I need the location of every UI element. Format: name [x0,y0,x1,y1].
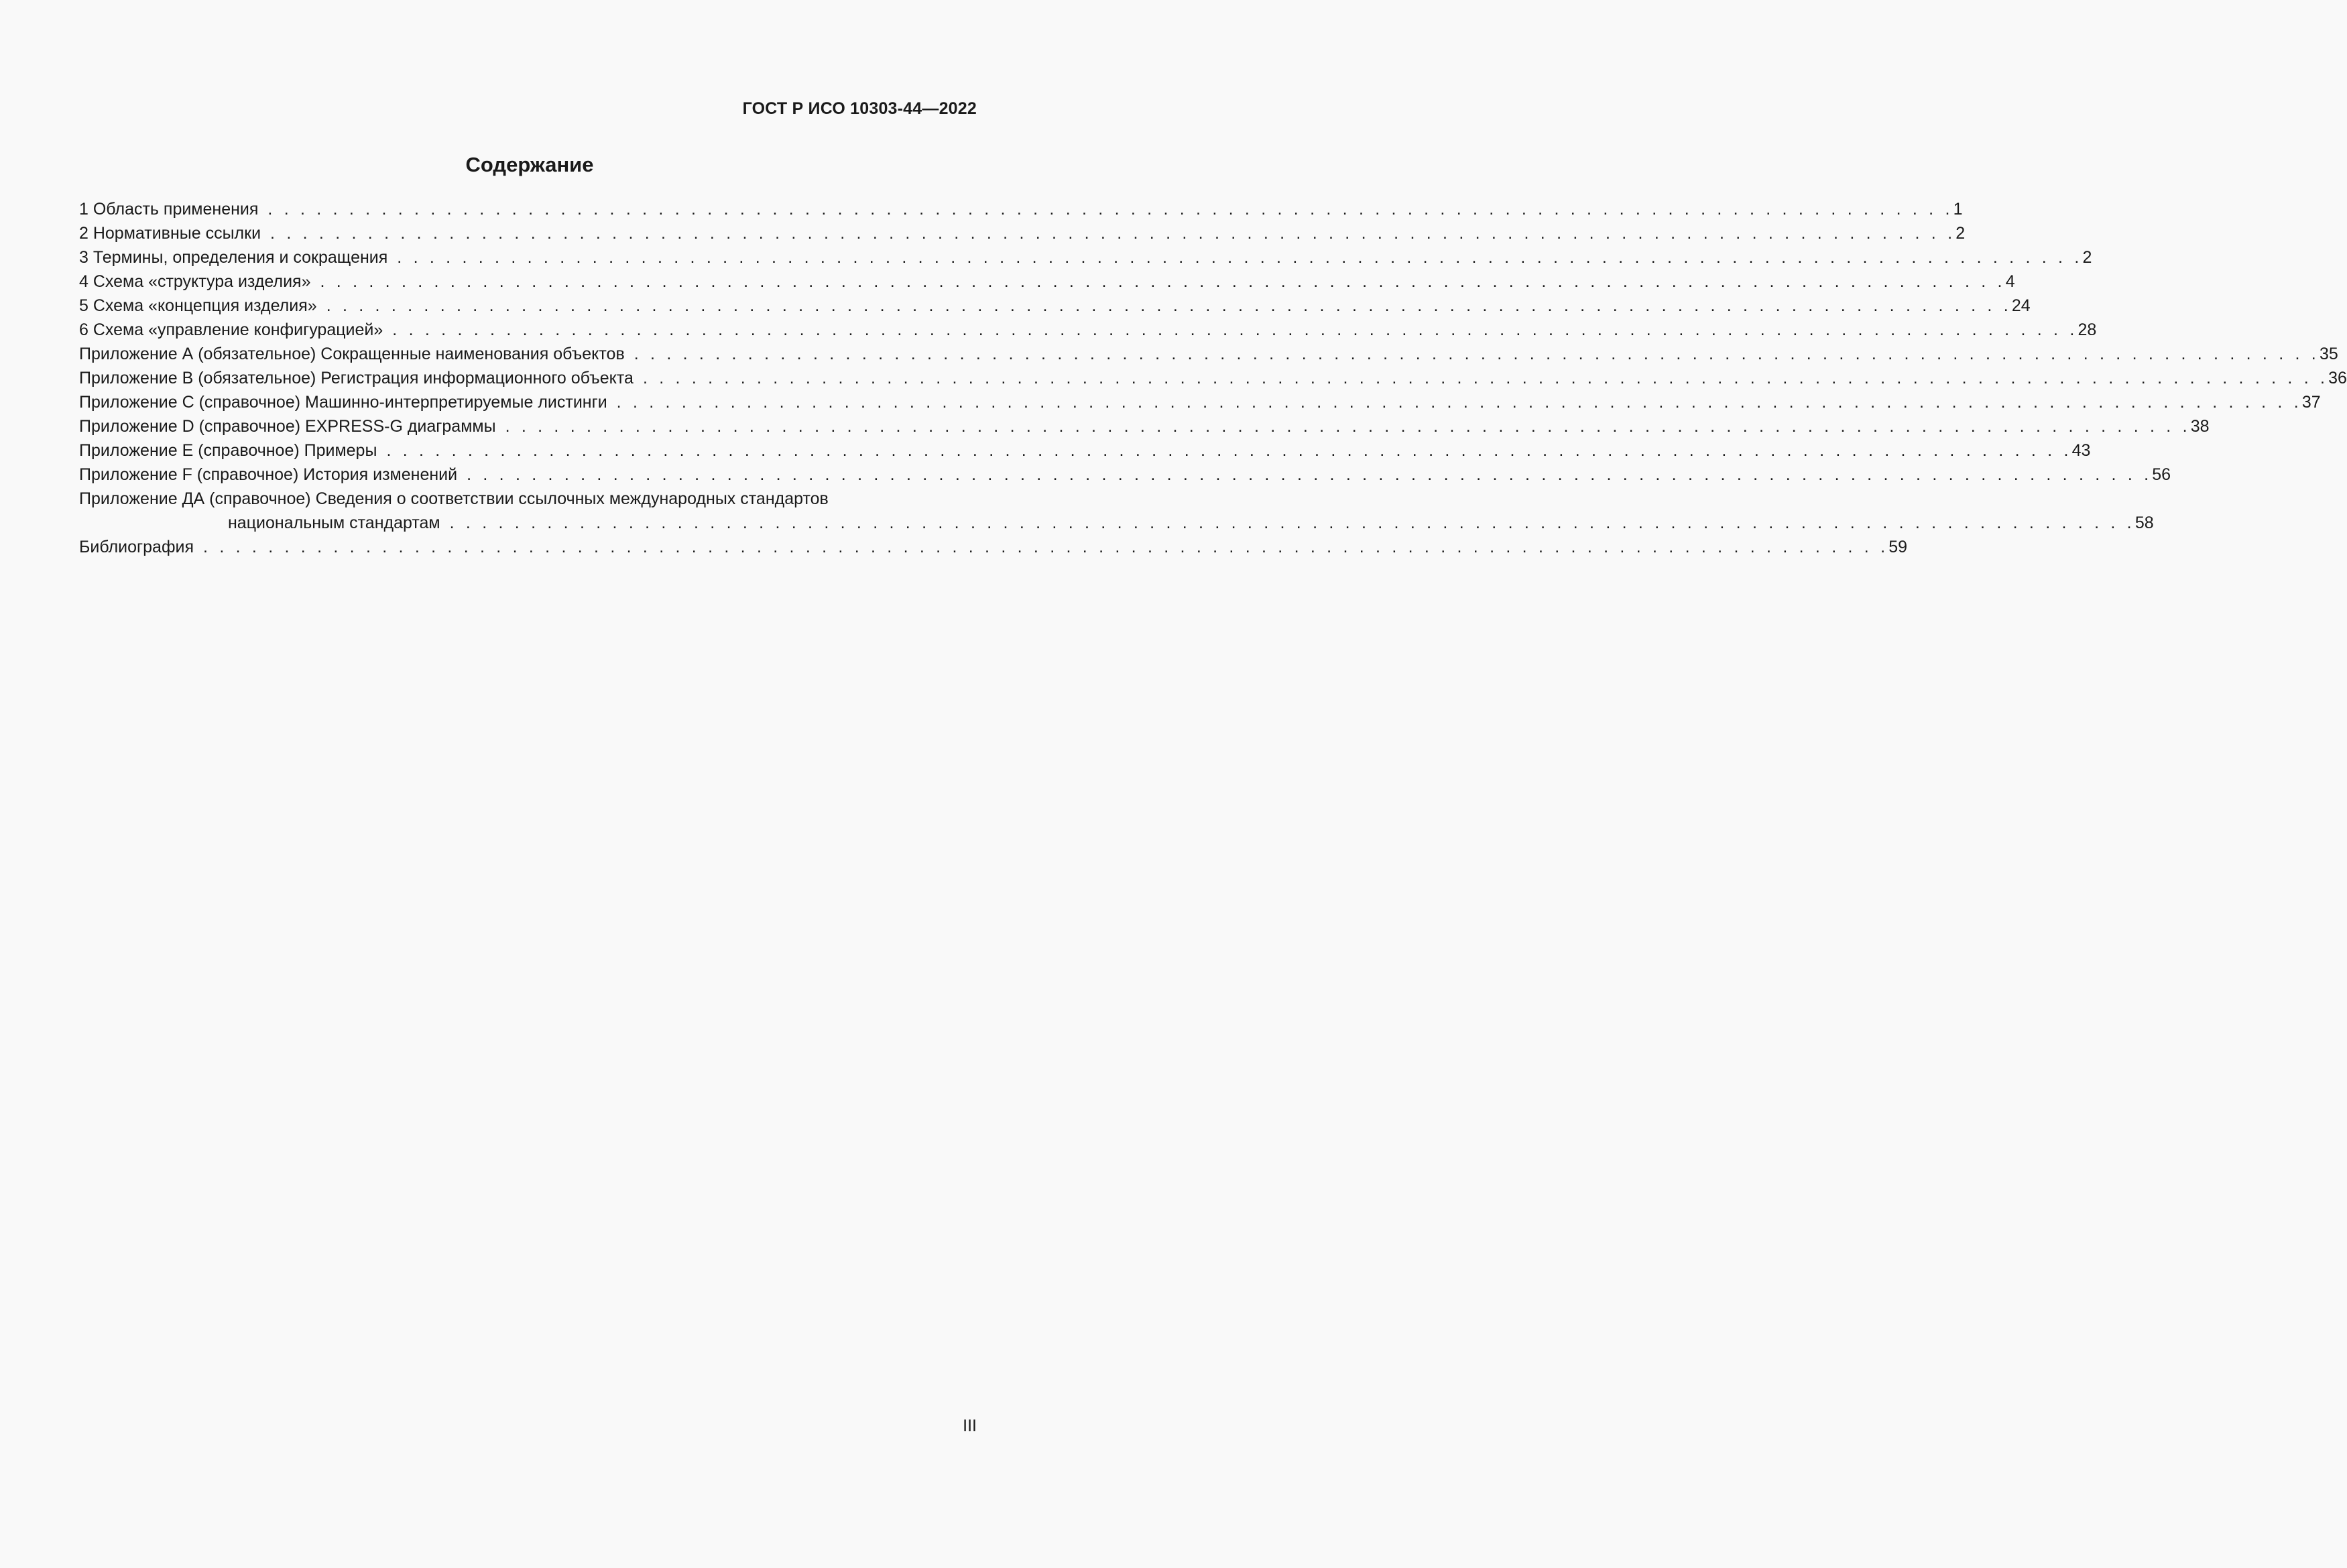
toc-entry-annex-e[interactable] [79,438,2091,463]
toc-entry-annex-a[interactable] [79,342,2338,366]
toc-entry-annex-d[interactable] [79,414,2210,438]
toc-entry-label: Приложение F (справочное) История изменений [79,463,467,487]
toc-entry-page: 24 [2011,296,2031,315]
toc-entry-page: 37 [2301,393,2321,412]
toc-entry-label: 5 Схема «концепция изделия» [79,294,326,318]
toc-entry-label: Библиография [79,535,203,559]
dot-leader: . . . . . . . . . . . . . . . . . . . . . . . . . . . . . . . . . . . . . . . . . . . . . . . . . . . . . . . . . . . . . . . . . . . . . . . . . . . . . . . . . . . . . . . . . . . . . . . . . . . . . . . . [203,538,1889,556]
toc-entry-bibliography[interactable] [79,535,1908,559]
dot-leader: . . . . . . . . . . . . . . . . . . . . . . . . . . . . . . . . . . . . . . . . . . . . . . . . . . . . . . . . . . . . . . . . . . . . . . . . . . . . . . . . . . . . . . . . . . . . . . . . . . . . . . . . [467,465,2153,484]
toc-entry-page: 4 [2005,272,2015,291]
toc-entry-page: 58 [2134,514,2154,532]
dot-leader: . . . . . . . . . . . . . . . . . . . . . . . . . . . . . . . . . . . . . . . . . . . . . . . . . . . . . . . . . . . . . . . . . . . . . . . . . . . . . . . . . . . . . . . . . . . . . . . . . . . . . . . . [642,369,2329,387]
toc-entry-annex-da[interactable] [79,487,2154,535]
toc-entry-scope[interactable] [79,197,1963,221]
toc-entry-annex-b[interactable] [79,366,2347,390]
toc-entry-page: 38 [2190,417,2210,436]
toc-entry-label: 6 Схема «управление конфигурацией» [79,318,392,342]
toc-entry-label: 3 Термины, определения и сокращения [79,245,397,269]
toc-entry-page: 35 [2319,345,2338,363]
dot-leader: . . . . . . . . . . . . . . . . . . . . . . . . . . . . . . . . . . . . . . . . . . . . . . . . . . . . . . . . . . . . . . . . . . . . . . . . . . . . . . . . . . . . . . . . . . . . . . . . . . . . . . . . [386,441,2072,460]
document-code: ГОСТ Р ИСО 10303-44—2022 [742,99,977,118]
dot-leader: . . . . . . . . . . . . . . . . . . . . . . . . . . . . . . . . . . . . . . . . . . . . . . . . . . . . . . . . . . . . . . . . . . . . . . . . . . . . . . . . . . . . . . . . . . . . . . . . . . . . . . . . [616,393,2302,412]
dot-leader: . . . . . . . . . . . . . . . . . . . . . . . . . . . . . . . . . . . . . . . . . . . . . . . . . . . . . . . . . . . . . . . . . . . . . . . . . . . . . . . . . . . . . . . . . . . . . . . . . . . . . . . . [270,224,1956,243]
toc-entry-product-structure-schema[interactable] [79,269,2015,294]
dot-leader: . . . . . . . . . . . . . . . . . . . . . . . . . . . . . . . . . . . . . . . . . . . . . . . . . . . . . . . . . . . . . . . . . . . . . . . . . . . . . . . . . . . . . . . . . . . . . . . . . . . . . . . . [505,417,2191,436]
dot-leader: . . . . . . . . . . . . . . . . . . . . . . . . . . . . . . . . . . . . . . . . . . . . . . . . . . . . . . . . . . . . . . . . . . . . . . . . . . . . . . . . . . . . . . . . . . . . . . . . . . . . . . . . [634,345,2320,363]
toc-entry-annex-c[interactable] [79,390,2321,414]
toc-entry-label: Приложение А (обязательное) Сокращенные наименования объектов [79,342,634,366]
toc-entry-page: 56 [2152,465,2171,484]
dot-leader: . . . . . . . . . . . . . . . . . . . . . . . . . . . . . . . . . . . . . . . . . . . . . . . . . . . . . . . . . . . . . . . . . . . . . . . . . . . . . . . . . . . . . . . . . . . . . . . . . . . . . . . . [320,272,2006,291]
table-of-contents [79,197,2347,559]
dot-leader: . . . . . . . . . . . . . . . . . . . . . . . . . . . . . . . . . . . . . . . . . . . . . . . . . . . . . . . . . . . . . . . . . . . . . . . . . . . . . . . . . . . . . . . . . . . . . . . . . . . . . . . . [326,296,2012,315]
toc-entry-page: 2 [1955,224,1966,243]
toc-entry-label: 4 Схема «структура изделия» [79,269,320,294]
toc-entry-page: 28 [2078,320,2097,339]
dot-leader: . . . . . . . . . . . . . . . . . . . . . . . . . . . . . . . . . . . . . . . . . . . . . . . . . . . . . . . . . . . . . . . . . . . . . . . . . . . . . . . . . . . . . . . . . . . . . . . . . . . . . . . . [267,200,1953,219]
toc-entry-terms[interactable] [79,245,2092,269]
toc-entry-annex-f[interactable] [79,463,2171,487]
toc-entry-product-concept-schema[interactable] [79,294,2031,318]
toc-entry-page: 2 [2082,248,2092,267]
toc-entry-label: Приложение В (обязательное) Регистрация информационного объекта [79,366,643,390]
dot-leader: . . . . . . . . . . . . . . . . . . . . . . . . . . . . . . . . . . . . . . . . . . . . . . . . . . . . . . . . . . . . . . . . . . . . . . . . . . . . . . . . . . . . . . . . . . . . . . . . . . . . . . . . [449,514,2135,532]
toc-entry-label: Приложение С (справочное) Машинно-интерпретируемые листинги [79,390,617,414]
toc-entry-label: Приложение D (справочное) EXPRESS-G диаграммы [79,414,505,438]
dot-leader: . . . . . . . . . . . . . . . . . . . . . . . . . . . . . . . . . . . . . . . . . . . . . . . . . . . . . . . . . . . . . . . . . . . . . . . . . . . . . . . . . . . . . . . . . . . . . . . . . . . . . . . . [392,320,2078,339]
toc-entry-label: Приложение E (справочное) Примеры [79,438,386,463]
toc-entry-page: 59 [1888,538,1908,556]
toc-entry-label: Приложение ДА (справочное) Сведения о соответствии ссылочных международных стандартов [79,489,829,508]
toc-entry-page: 1 [1953,200,1963,219]
toc-entry-page: 43 [2071,441,2091,460]
dot-leader: . . . . . . . . . . . . . . . . . . . . . . . . . . . . . . . . . . . . . . . . . . . . . . . . . . . . . . . . . . . . . . . . . . . . . . . . . . . . . . . . . . . . . . . . . . . . . . . . . . . . . . . . [397,248,2083,267]
toc-entry-label-continuation: национальным стандартам [228,511,450,535]
toc-entry-normative-references[interactable] [79,221,1966,245]
toc-entry-label: 2 Нормативные ссылки [79,221,270,245]
toc-title: Содержание [465,153,594,176]
toc-entry-configuration-management-schema[interactable] [79,318,2097,342]
toc-entry-page: 36 [2328,369,2347,387]
toc-entry-label: 1 Область применения [79,197,267,221]
page-number: III [963,1416,977,1435]
